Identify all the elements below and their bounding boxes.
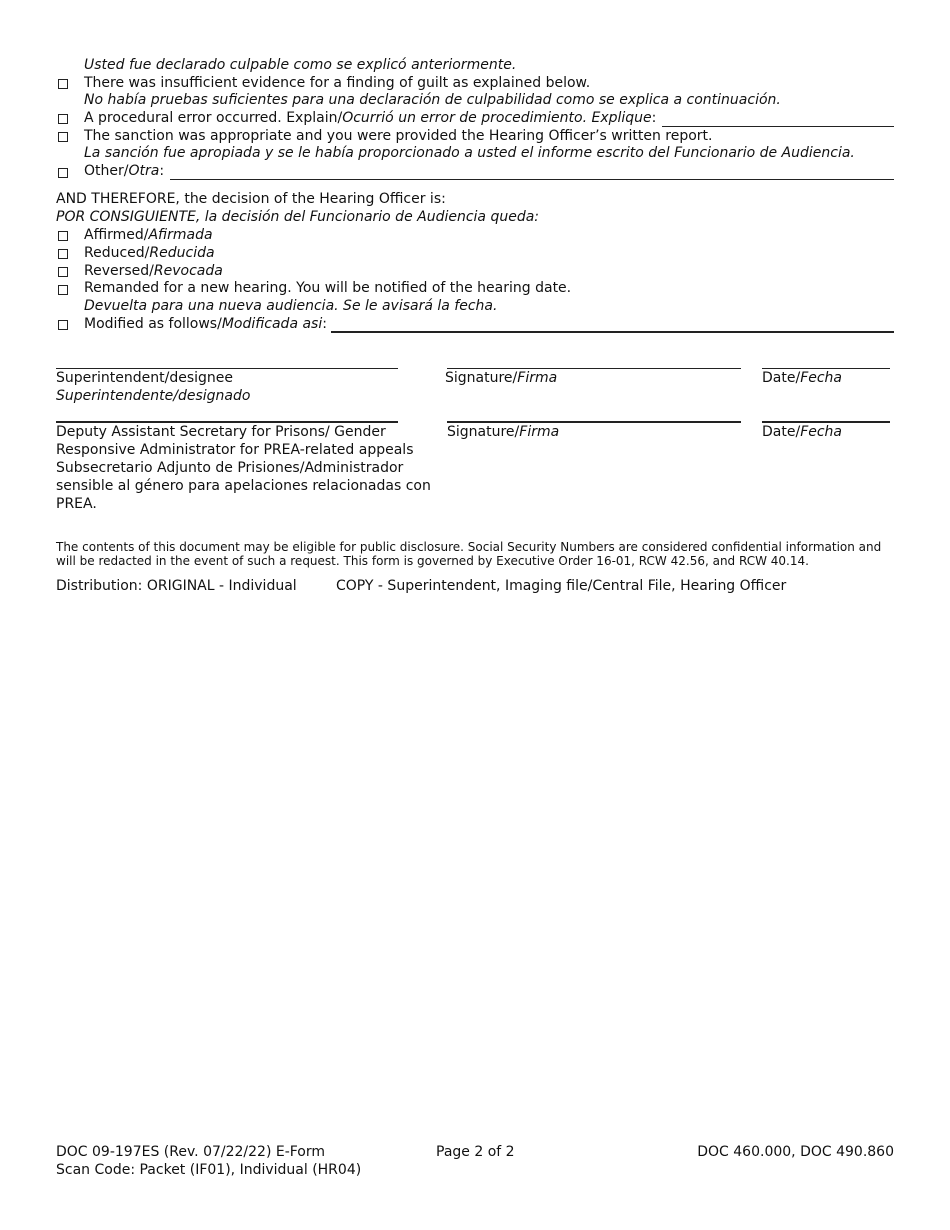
- decision-modified-label: [84, 315, 327, 333]
- reason-other-es: Otra: [128, 163, 160, 179]
- reason-procedural-error-checkbox[interactable]: [58, 114, 68, 124]
- decision-reversed-checkbox[interactable]: [58, 267, 68, 277]
- other-reason-field[interactable]: [170, 179, 894, 180]
- deputy-date-label: [762, 423, 842, 441]
- decision-modified-es: Modificada asi: [221, 316, 323, 332]
- distribution-original: Distribution: ORIGINAL - Individual: [56, 578, 297, 594]
- deputy-title-line-1: Deputy Assistant Secretary for Prisons/ Gender: [56, 424, 386, 440]
- deputy-signature-label: [447, 423, 559, 441]
- reason-other-colon: :: [159, 163, 165, 179]
- decision-reduced-checkbox[interactable]: [58, 249, 68, 259]
- signature-label-en: Signature/: [445, 370, 518, 386]
- superintendent-date-label: [762, 369, 842, 387]
- reason-other-checkbox[interactable]: [58, 168, 68, 178]
- decision-heading-en: AND THEREFORE, the decision of the Hearing Officer is:: [56, 191, 446, 207]
- decision-remanded-checkbox[interactable]: [58, 285, 68, 295]
- footer-page-number: Page 2 of 2: [436, 1144, 515, 1160]
- reason-insufficient-evidence-checkbox[interactable]: [58, 79, 68, 89]
- date-label-en: Date/: [762, 424, 801, 440]
- reason-insufficient-evidence-es: No había pruebas suficientes para una declaración de culpabilidad como se explica a continuación.: [84, 92, 781, 108]
- superintendent-signature-label: [445, 369, 557, 387]
- reason-insufficient-evidence-en: There was insufficient evidence for a finding of guilt as explained below.: [84, 75, 591, 91]
- decision-reversed-es: Revocada: [153, 263, 223, 279]
- reason-procedural-error-en: A procedural error occurred. Explain/: [84, 110, 343, 126]
- decision-reduced-es: Reducida: [149, 245, 215, 261]
- reason-other-label: [84, 162, 164, 180]
- decision-affirmed-checkbox[interactable]: [58, 231, 68, 241]
- date-label-es: Fecha: [800, 424, 843, 440]
- footer-policy: DOC 460.000, DOC 490.860: [697, 1144, 894, 1160]
- decision-modified-checkbox[interactable]: [58, 320, 68, 330]
- decision-affirmed-en: Affirmed/: [84, 227, 149, 243]
- decision-reduced-en: Reduced/: [84, 245, 150, 261]
- signature-label-es: Firma: [517, 370, 558, 386]
- reason-sanction-appropriate-es: La sanción fue apropiada y se le había proporcionado a usted el informe escrito del Funcionario de Audiencia.: [84, 145, 855, 161]
- reason-procedural-error-label: [84, 109, 656, 127]
- deputy-title-line-4: sensible al género para apelaciones relacionadas con: [56, 478, 431, 494]
- decision-heading-es: POR CONSIGUIENTE, la decisión del Funcionario de Audiencia queda:: [56, 209, 540, 225]
- signature-label-en: Signature/: [447, 424, 520, 440]
- distribution-copy: COPY - Superintendent, Imaging file/Central File, Hearing Officer: [336, 578, 787, 594]
- decision-modified-colon: :: [322, 316, 327, 332]
- reason-other-en: Other/: [84, 163, 129, 179]
- footer-scan-code: Scan Code: Packet (IF01), Individual (HR04): [56, 1162, 362, 1178]
- intro-line: Usted fue declarado culpable como se explicó anteriormente.: [84, 57, 517, 73]
- decision-reduced-label: [84, 244, 215, 262]
- deputy-title-line-5: PREA.: [56, 496, 97, 512]
- signature-label-es: Firma: [519, 424, 560, 440]
- date-label-es: Fecha: [800, 370, 843, 386]
- footer-form-id: DOC 09-197ES (Rev. 07/22/22) E-Form: [56, 1144, 326, 1160]
- disclosure-line-2: will be redacted in the event of such a request. This form is governed by Executive Order 16-01, RCW 42.56, and RCW 40.14.: [56, 554, 809, 568]
- superintendent-title-es: Superintendente/designado: [56, 388, 251, 404]
- disclosure-line-1: The contents of this document may be eligible for public disclosure. Social Security Numbers are considered confidential information and: [56, 540, 882, 554]
- decision-reversed-label: [84, 262, 223, 280]
- deputy-title-line-2: Responsive Administrator for PREA-related appeals: [56, 442, 414, 458]
- reason-sanction-appropriate-en: The sanction was appropriate and you were provided the Hearing Officer’s written report.: [84, 128, 713, 144]
- decision-affirmed-es: Afirmada: [148, 227, 213, 243]
- decision-reversed-en: Reversed/: [84, 263, 154, 279]
- decision-remanded-en: Remanded for a new hearing. You will be notified of the hearing date.: [84, 280, 572, 296]
- decision-affirmed-label: [84, 226, 213, 244]
- modified-as-follows-field[interactable]: [331, 331, 894, 333]
- deputy-title-line-3: Subsecretario Adjunto de Prisiones/Administrador: [56, 460, 404, 476]
- decision-modified-en: Modified as follows/: [84, 316, 222, 332]
- reason-procedural-error-colon: :: [651, 110, 657, 126]
- date-label-en: Date/: [762, 370, 801, 386]
- superintendent-title-en: Superintendent/designee: [56, 370, 234, 386]
- decision-remanded-es: Devuelta para una nueva audiencia. Se le avisará la fecha.: [84, 298, 498, 314]
- reason-procedural-error-es: Ocurrió un error de procedimiento. Explique: [342, 110, 652, 126]
- reason-sanction-appropriate-checkbox[interactable]: [58, 132, 68, 142]
